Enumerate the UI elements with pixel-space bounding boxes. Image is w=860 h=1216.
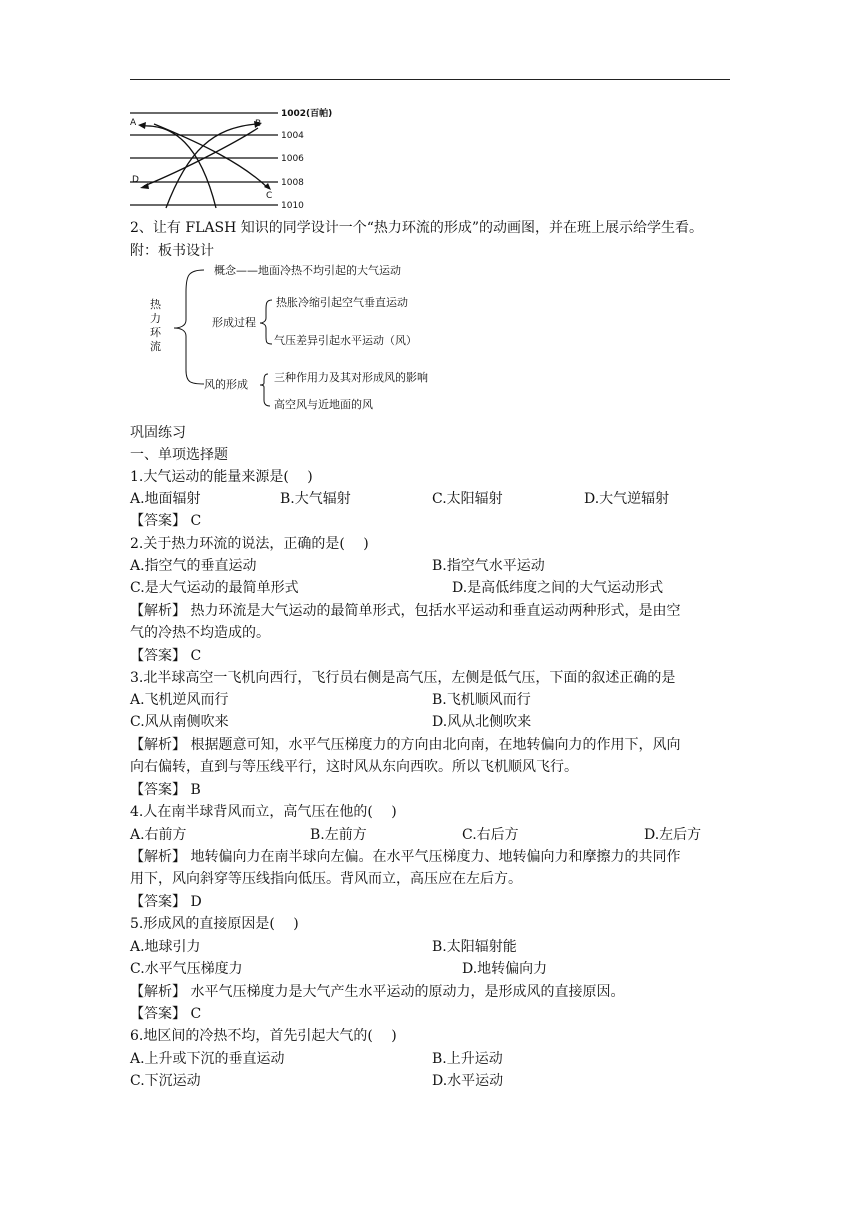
- header-rule: [130, 79, 730, 80]
- practice-title: 巩固练习: [130, 425, 186, 441]
- q4-option-c: C.右后方: [462, 827, 519, 843]
- point-c: C: [266, 191, 273, 201]
- q6-stem: 6.地区间的冷热不均，首先引起大气的( ): [130, 1028, 397, 1044]
- q1-stem: 1.大气运动的能量来源是( ): [130, 469, 313, 485]
- arrow-c: [264, 183, 271, 190]
- q2-option-d: D.是高低纬度之间的大气运动形式: [452, 580, 664, 596]
- q5-analysis-1: 【解析】 水平气压梯度力是大气产生水平运动的原动力，是形成风的直接原因。: [130, 984, 625, 1000]
- board-wind: 风的形成: [204, 378, 248, 391]
- q2-answer: 【答案】 C: [130, 648, 202, 664]
- q5-option-c: C.水平气压梯度力: [130, 961, 243, 977]
- q5-answer: 【答案】 C: [130, 1006, 202, 1022]
- q3-option-d: D.风从北侧吹来: [432, 714, 532, 730]
- board-wind-1: 三种作用力及其对形成风的影响: [274, 371, 428, 384]
- brace-process: [260, 300, 272, 344]
- q4-option-a: A.右前方: [130, 827, 187, 843]
- brace-main: [174, 270, 204, 384]
- q3-answer: 【答案】 B: [130, 782, 201, 798]
- q4-analysis-2: 用下，风向斜穿等压线指向低压。背风而立，高压应在左后方。: [130, 871, 522, 887]
- q3-option-b: B.飞机顺风而行: [432, 692, 531, 708]
- section-1-title: 一、单项选择题: [130, 447, 228, 463]
- q1-option-a: A.地面辐射: [130, 491, 201, 507]
- q2-analysis-1: 【解析】 热力环流是大气运动的最简单形式，包括水平运动和垂直运动两种形式，是由空: [130, 603, 681, 619]
- q1-answer: 【答案】 C: [130, 513, 202, 529]
- board-title: 附：板书设计: [130, 243, 214, 259]
- q3-stem: 3.北半球高空一飞机向西行，飞行员右侧是高气压，左侧是低气压，下面的叙述正确的是: [130, 670, 676, 686]
- q2-option-c: C.是大气运动的最简单形式: [130, 580, 299, 596]
- q5-option-d: D.地转偏向力: [462, 961, 548, 977]
- isobar-diagram: [128, 104, 338, 216]
- arrow-a: [138, 122, 146, 129]
- q3-analysis-2: 向右偏转，直到与等压线平行，这时风从东向西吹。所以飞机顺风飞行。: [130, 759, 578, 775]
- q2-stem: 2.关于热力环流的说法，正确的是( ): [130, 536, 369, 552]
- q5-option-b: B.太阳辐射能: [432, 939, 517, 955]
- q2-analysis-2: 气的冷热不均造成的。: [130, 625, 270, 641]
- q4-analysis-1: 【解析】 地转偏向力在南半球向左偏。在水平气压梯度力、地转偏向力和摩擦力的共同作: [130, 849, 681, 865]
- board-process: 形成过程: [212, 316, 256, 329]
- q4-option-b: B.左前方: [310, 827, 367, 843]
- board-root-1: 力: [150, 312, 161, 325]
- q3-option-c: C.风从南侧吹来: [130, 714, 229, 730]
- isobar-label-0: 1002(百帕): [281, 109, 333, 119]
- q6-option-d: D.水平运动: [432, 1073, 504, 1089]
- q4-option-d: D.左后方: [644, 827, 702, 843]
- board-root-3: 流: [150, 340, 161, 353]
- q1-option-c: C.太阳辐射: [432, 491, 503, 507]
- q1-option-b: B.大气辐射: [280, 491, 351, 507]
- board-root-2: 环: [150, 326, 161, 339]
- arrow-d: [140, 183, 149, 189]
- q2-option-a: A.指空气的垂直运动: [130, 558, 257, 574]
- board-concept: 概念——地面冷热不均引起的大气运动: [214, 264, 401, 277]
- q5-option-a: A.地球引力: [130, 939, 201, 955]
- q2-option-b: B.指空气水平运动: [432, 558, 545, 574]
- curve-b: [166, 124, 256, 208]
- isobar-label-1: 1004: [281, 131, 304, 141]
- q3-analysis-1: 【解析】 根据题意可知，水平气压梯度力的方向由北向南，在地转偏向力的作用下，风向: [130, 737, 681, 753]
- q6-option-b: B.上升运动: [432, 1051, 503, 1067]
- board-design-diagram: [140, 262, 470, 420]
- isobar-label-2: 1006: [281, 154, 304, 164]
- board-wind-2: 高空风与近地面的风: [274, 398, 373, 411]
- item-2: 2、让有 FLASH 知识的同学设计一个“热力环流的形成”的动画图，并在班上展示给学生看。: [130, 220, 704, 236]
- q5-stem: 5.形成风的直接原因是( ): [130, 916, 299, 932]
- point-d: D: [132, 175, 139, 185]
- q6-option-a: A.上升或下沉的垂直运动: [130, 1051, 285, 1067]
- point-a: A: [130, 118, 137, 128]
- point-b: B: [255, 119, 262, 129]
- board-root-0: 热: [150, 298, 161, 311]
- q4-stem: 4.人在南半球背风而立，高气压在他的( ): [130, 804, 397, 820]
- curve-d: [144, 128, 258, 186]
- board-process-1: 热胀冷缩引起空气垂直运动: [276, 296, 408, 309]
- q4-answer: 【答案】 D: [130, 894, 202, 910]
- q3-option-a: A.飞机逆风而行: [130, 692, 229, 708]
- curve-c: [154, 124, 268, 188]
- q6-option-c: C.下沉运动: [130, 1073, 201, 1089]
- q1-option-d: D.大气逆辐射: [584, 491, 670, 507]
- isobar-label-3: 1008: [281, 178, 304, 188]
- isobar-label-4: 1010: [281, 201, 304, 211]
- board-process-2: 气压差异引起水平运动（风）: [274, 334, 417, 347]
- brace-wind: [260, 374, 270, 406]
- curve-a: [142, 126, 216, 208]
